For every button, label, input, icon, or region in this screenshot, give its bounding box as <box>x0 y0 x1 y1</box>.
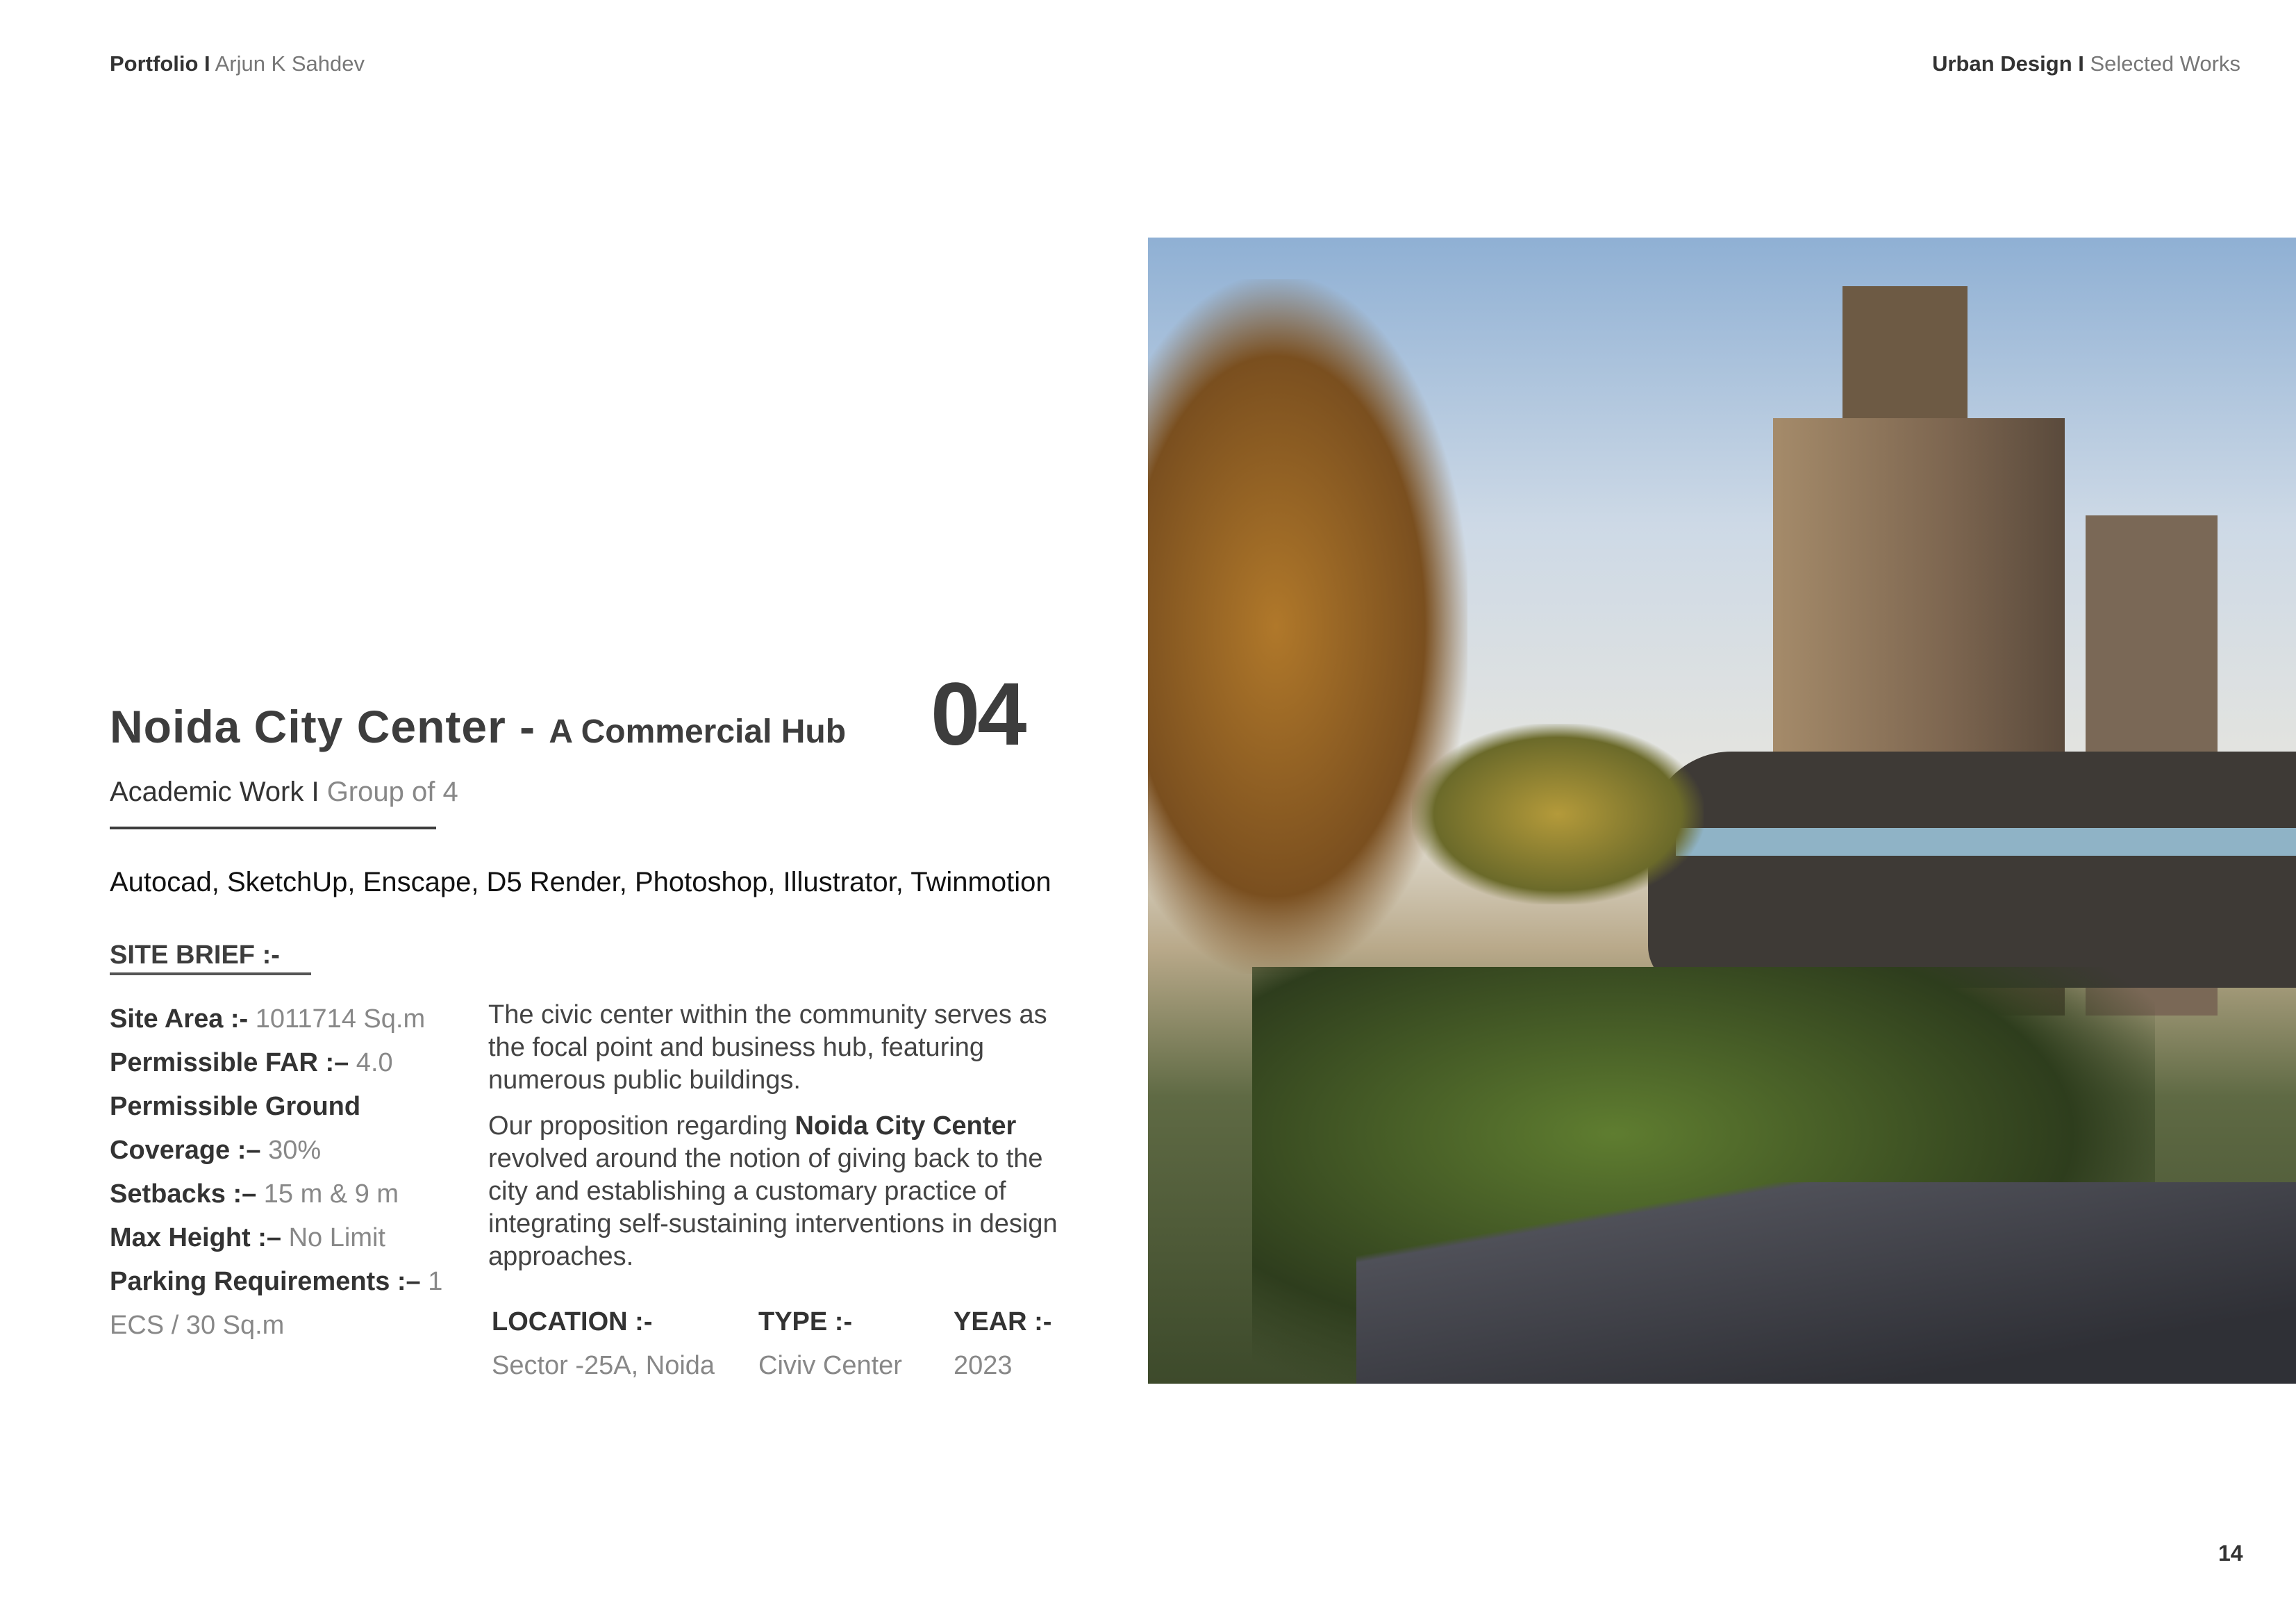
site-facts <box>110 997 442 1348</box>
fact-row: Coverage :– 30% <box>110 1136 322 1165</box>
fact-row: Parking Requirements :– 1 <box>110 1267 443 1296</box>
fact-row: Permissible FAR :– 4.0 <box>110 1048 393 1077</box>
project-category: Academic Work I Group of 4 <box>110 777 458 807</box>
fact-row: ECS / 30 Sq.m <box>110 1311 285 1340</box>
project-render-image <box>1148 238 2296 1384</box>
divider <box>110 827 436 829</box>
tools-list: Autocad, SketchUp, Enscape, D5 Render, Photoshop, Illustrator, Twinmotion <box>110 867 1051 897</box>
pathway <box>1356 1182 2296 1384</box>
description-paragraph-2: Our proposition regarding Noida City Center revolved around the notion of giving back to the city and establishing a customary practice of integrating self-sustaining interventions in design approaches. <box>488 1111 1058 1271</box>
glazing <box>1676 828 2296 856</box>
fact-row: Max Height :– No Limit <box>110 1223 385 1252</box>
page-number: 14 <box>2218 1541 2243 1566</box>
site-brief-heading: SITE BRIEF :- <box>110 941 280 970</box>
fact-row: Site Area :- 1011714 Sq.m <box>110 1004 426 1034</box>
civic-building <box>1648 752 2296 988</box>
fact-row: Permissible Ground <box>110 1092 361 1121</box>
fact-row: Setbacks :– 15 m & 9 m <box>110 1179 399 1209</box>
meta-year: YEAR :- 2023 <box>954 1307 1052 1380</box>
meta-type: TYPE :- Civiv Center <box>758 1307 902 1380</box>
project-title: Noida City Center - A Commercial Hub <box>110 701 847 752</box>
tower-top <box>1842 286 1968 425</box>
project-number: 04 <box>931 665 1024 764</box>
divider <box>110 972 311 975</box>
header-left: Portfolio I Arjun K Sahdev <box>110 51 365 76</box>
header-right: Urban Design I Selected Works <box>1932 51 2240 76</box>
meta-location: LOCATION :- Sector -25A, Noida <box>492 1307 715 1380</box>
tree-cluster <box>1412 724 1704 904</box>
description-paragraph-1: The civic center within the community serves as the focal point and business hub, featuring numerous public buildings. <box>488 1000 1047 1095</box>
